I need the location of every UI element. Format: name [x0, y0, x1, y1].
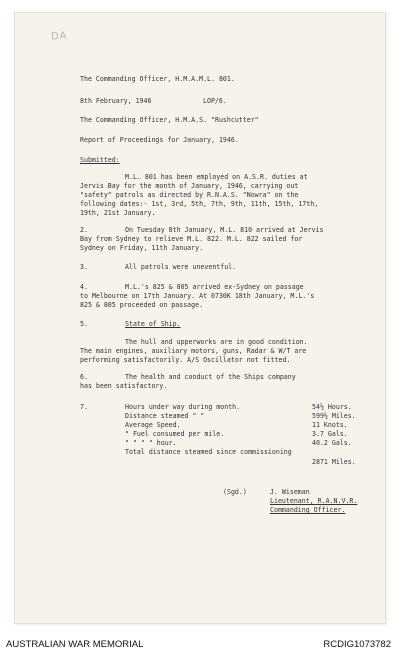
para5-line: The main engines, auxiliary motors, guns, Radar & W/T are — [80, 347, 307, 355]
stat-label: Hours under way during month. — [125, 403, 241, 411]
stat-value: 3.7 Gals. — [312, 430, 348, 438]
para1-line: 19th, 21st January. — [80, 209, 156, 217]
stat-label: " " " " hour. — [125, 439, 177, 447]
pencil-annotation: DA — [50, 30, 68, 43]
stat-label: " Fuel consumed per mile. — [125, 430, 225, 438]
para6-number: 6. — [80, 373, 88, 381]
para1-line: following dates:- 1st, 3rd, 5th, 7th, 9th, 11th, 15th, 17th, — [80, 200, 319, 208]
para2-line: Bay from Sydney to relieve M.L. 822. M.L. 822 sailed for — [80, 235, 303, 243]
stat-label: Distance steamed " " — [125, 412, 205, 420]
date-line: 8th February, 1946 — [80, 97, 152, 105]
para2-number: 2. — [80, 226, 88, 234]
para5-line: The hull and upperworks are in good condition. — [125, 338, 308, 346]
stat-total-value: 2871 Miles. — [312, 458, 356, 466]
signed-marker: (Sgd.) — [223, 488, 247, 496]
state-of-ship-heading: State of Ship. — [125, 320, 181, 328]
para1-line: "safety" patrols as directed by R.N.A.S. "Nowra" on the — [80, 191, 299, 199]
stat-value: 599½ Miles. — [312, 412, 356, 420]
para3-number: 3. — [80, 263, 88, 271]
para2-line: On Tuesday 8th January, M.L. 810 arrived at Jervis — [125, 226, 324, 234]
para2-line: Sydney on Friday, 11th January. — [80, 244, 204, 252]
stat-total-label: Total distance steamed since commissioning — [125, 448, 292, 456]
para1-line: Jervis Bay for the month of January, 1946, carrying out — [80, 182, 299, 190]
stat-value: 54½ Hours. — [312, 403, 352, 411]
para5-number: 5. — [80, 320, 88, 328]
archive-name: AUSTRALIAN WAR MEMORIAL — [6, 639, 144, 650]
archive-reference: RCDIG1073782 — [323, 639, 391, 650]
signatory-name: J. Wiseman — [270, 488, 310, 496]
submitted-heading: Submitted: — [80, 156, 120, 164]
para5-line: performing satisfactorily. A/S Oscillator not fitted. — [80, 356, 291, 364]
stat-value: 11 Knots. — [312, 421, 348, 429]
signatory-role: Commanding Officer. — [270, 506, 346, 514]
para6-line: The health and conduct of the Ships company — [125, 373, 296, 381]
para7-number: 7. — [80, 403, 88, 411]
signatory-rank: Lieutenant, R.A.N.V.R. — [270, 497, 358, 505]
para4-number: 4. — [80, 283, 88, 291]
para3-text: All patrols were uneventful. — [125, 263, 237, 271]
para1-line: M.L. 801 has been employed on A.S.R. duties at — [125, 173, 308, 181]
para4-line: M.L.'s 825 & 805 arrived ex-Sydney on passage — [125, 283, 304, 291]
stat-value: 40.2 Gals. — [312, 439, 352, 447]
from-line: The Commanding Officer, H.M.A.M.L. 801. — [80, 75, 235, 83]
para6-line: has been satisfactory. — [80, 382, 168, 390]
archive-footer — [0, 636, 401, 654]
to-line: The Commanding Officer, H.M.A.S. "Rushcutter" — [80, 116, 259, 124]
stat-label: Average Speed. — [125, 421, 181, 429]
para4-line: 825 & 805 proceeded on passage. — [80, 301, 204, 309]
reference-number: LOP/6. — [203, 97, 227, 105]
subject-line: Report of Proceedings for January, 1946. — [80, 136, 239, 144]
document-page — [14, 12, 386, 624]
para4-line: to Melbourne on 17th January. At 0730K 18th January, M.L.'s — [80, 292, 315, 300]
